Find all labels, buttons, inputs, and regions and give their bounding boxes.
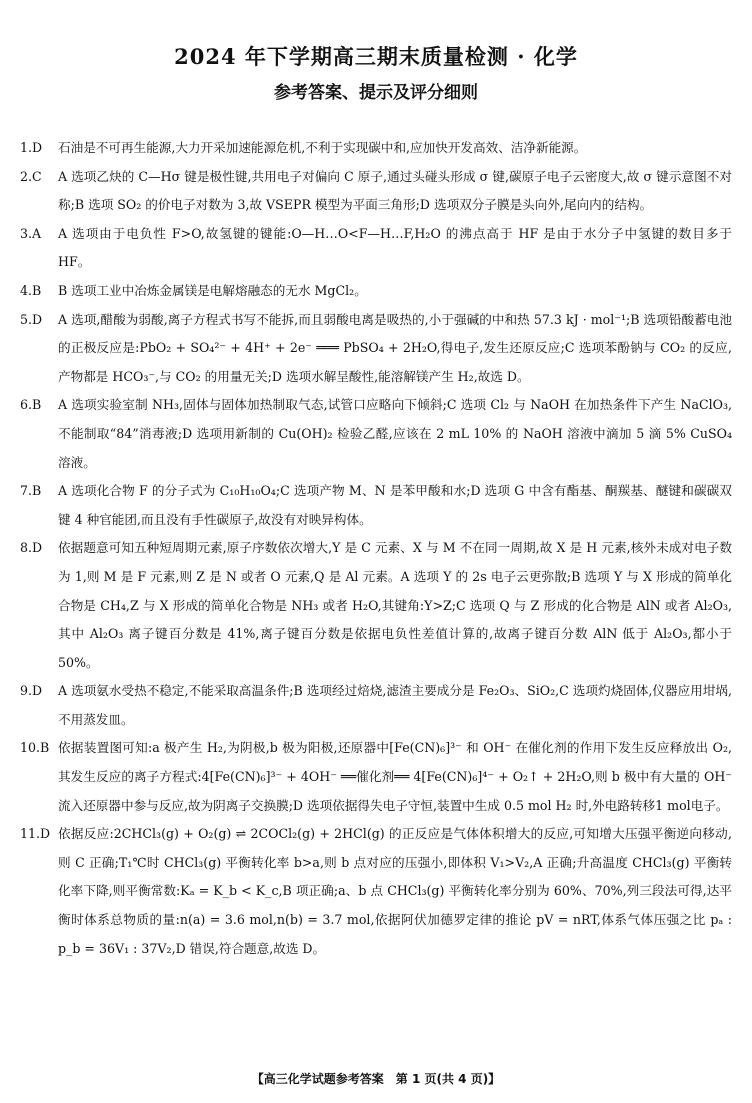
answer-number: 8.D bbox=[20, 540, 43, 556]
answer-item-11 bbox=[20, 820, 732, 963]
answer-explanation: 依据题意可知五种短周期元素,原子序数依次增大,Y 是 C 元素、X 与 M 不在同一周期,故 X 是 H 元素,核外未成对电子数为 1,则 M 是 F 元素,则 Z 是 N 或者 O 元素,Q 是 Al 元素。A 选项 Y 的 2s 电子云更弥散;B 选项 Y 与 X 形成的简单化合物是 CH₄,Z 与 X 形成的简单化合物是 NH₃ 或者 H₂O,其键角:Y>Z;C 选项 Q 与 Z 形成的化合物是 AlN 或者 Al₂O₃,其中 Al₂O₃ 离子键百分数是 41%,离子键百分数是依据电负性差值计算的,故离子键百分数 AlN 低于 Al₂O₃,都小于 50%。 bbox=[58, 540, 732, 670]
answer-number: 10.B bbox=[20, 740, 50, 756]
answer-number: 5.D bbox=[20, 311, 43, 327]
answer-number: 7.B bbox=[20, 483, 42, 499]
answer-number: 6.B bbox=[20, 397, 42, 413]
answer-item-1 bbox=[20, 134, 732, 163]
answer-number: 9.D bbox=[20, 683, 43, 699]
answer-explanation: B 选项工业中冶炼金属镁是电解熔融态的无水 MgCl₂。 bbox=[58, 282, 367, 298]
answer-item-7 bbox=[20, 477, 732, 534]
page-subtitle: 参考答案、提示及评分细则 bbox=[274, 83, 478, 103]
answer-number: 2.C bbox=[20, 168, 42, 184]
answer-explanation: A 选项氨水受热不稳定,不能采取高温条件;B 选项经过焙烧,滤渣主要成分是 Fe₂O₃、SiO₂,C 选项灼烧固体,仪器应用坩埚,不用蒸发皿。 bbox=[58, 683, 732, 727]
answer-item-9 bbox=[20, 677, 732, 734]
answer-explanation: A 选项化合物 F 的分子式为 C₁₀H₁₀O₄;C 选项产物 M、N 是苯甲酸和水;D 选项 G 中含有酯基、酮羰基、醚键和碳碳双键 4 种官能团,而且没有手性碳原子,故没有对映异构体。 bbox=[58, 483, 732, 527]
answer-explanation: 石油是不可再生能源,大力开采加速能源危机,不利于实现碳中和,应加快开发高效、洁净新能源。 bbox=[58, 140, 587, 155]
answer-explanation: A 选项乙炔的 C—Hσ 键是极性键,共用电子对偏向 C 原子,通过头碰头形成 σ 键,碳原子电子云密度大,故 σ 键示意图不对称;B 选项 SO₂ 的价电子对数为 3,故 VSEPR 模型为平面三角形;D 选项双分子膜是头向外,尾向内的结构。 bbox=[58, 168, 732, 213]
answer-explanation: 依据反应:2CHCl₃(g) + O₂(g) ⇌ 2COCl₂(g) + 2HCl(g) 的正反应是气体体积增大的反应,可知增大压强平衡逆向移动,则 C 正确;T₁℃时 CHCl₃(g) 平衡转化率 b>a,则 b 点对应的压强小,即体积 V₁>V₂,A 正确;升高温度 CHCl₃(g) 平衡转化率下降,则平衡常数:Kₐ = K_b < K_c,B 项正确;a、b 点 CHCl₃(g) 平衡转化率分别为 60%、70%,列三段法可得,达平衡时体系总物质的量:n(a) = 3.6 mol,n(b) = 3.7 mol,依据阿伏加德罗定律的推论 pV = nRT,体系气体压强之比 pₐ : p_b = 36V₁ : 37V₂,D 错误,符合题意,故选 D。 bbox=[58, 826, 732, 956]
answer-explanation: A 选项实验室制 NH₃,固体与固体加热制取气态,试管口应略向下倾斜;C 选项 Cl₂ 与 NaOH 在加热条件下产生 NaClO₃,不能制取“84”消毒液;D 选项用新制的 Cu(OH)₂ 检验乙醛,应该在 2 mL 10% 的 NaOH 溶液中滴加 5 滴 5% CuSO₄ 溶液。 bbox=[58, 397, 732, 470]
answer-item-8 bbox=[20, 534, 732, 677]
answer-number: 1.D bbox=[20, 140, 43, 155]
page-title: 2024 年下学期高三期末质量检测 · 化学 bbox=[174, 44, 578, 69]
answer-item-10 bbox=[20, 734, 732, 820]
answer-number: 3.A bbox=[20, 225, 42, 241]
answer-item-2 bbox=[20, 163, 732, 220]
answer-item-3 bbox=[20, 220, 732, 277]
page-footer: 【高三化学试题参考答案 第 1 页(共 4 页)】 bbox=[251, 1072, 501, 1086]
answer-number: 11.D bbox=[20, 826, 51, 842]
answer-explanation: A 选项,醋酸为弱酸,离子方程式书写不能拆,而且弱酸电离是吸热的,小于强碱的中和热 57.3 kJ · mol⁻¹;B 选项铅酸蓄电池的正极反应是:PbO₂ + SO₄²⁻ + 4H⁺ + 2e⁻ ═══ PbSO₄ + 2H₂O,得电子,发生还原反应;C 选项苯酚钠与 CO₂ 的反应,产物都是 HCO₃⁻,与 CO₂ 的用量无关;D 选项水解呈酸性,能溶解镁产生 H₂,故选 D。 bbox=[58, 311, 732, 384]
answer-item-4 bbox=[20, 277, 732, 306]
answer-item-6 bbox=[20, 391, 732, 477]
answer-explanation: A 选项由于电负性 F>O,故氢键的键能:O—H…O<F—H…F,H₂O 的沸点高于 HF 是由于水分子中氢键的数目多于 HF。 bbox=[58, 225, 732, 270]
answer-number: 4.B bbox=[20, 282, 42, 298]
answer-explanation: 依据装置图可知:a 极产生 H₂,为阴极,b 极为阳极,还原器中[Fe(CN)₆]³⁻ 和 OH⁻ 在催化剂的作用下发生反应释放出 O₂,其发生反应的离子方程式:4[Fe(CN)₆]³⁻ + 4OH⁻ ══催化剂══ 4[Fe(CN)₆]⁴⁻ + O₂↑ + 2H₂O,则 b 极中有大量的 OH⁻ 流入还原器中参与反应,故为阴离子交换膜;D 选项依据得失电子守恒,装置中生成 0.5 mol H₂ 时,外电路转移1 mol电子。 bbox=[58, 740, 732, 813]
answer-list bbox=[20, 134, 732, 963]
answer-item-5 bbox=[20, 306, 732, 392]
